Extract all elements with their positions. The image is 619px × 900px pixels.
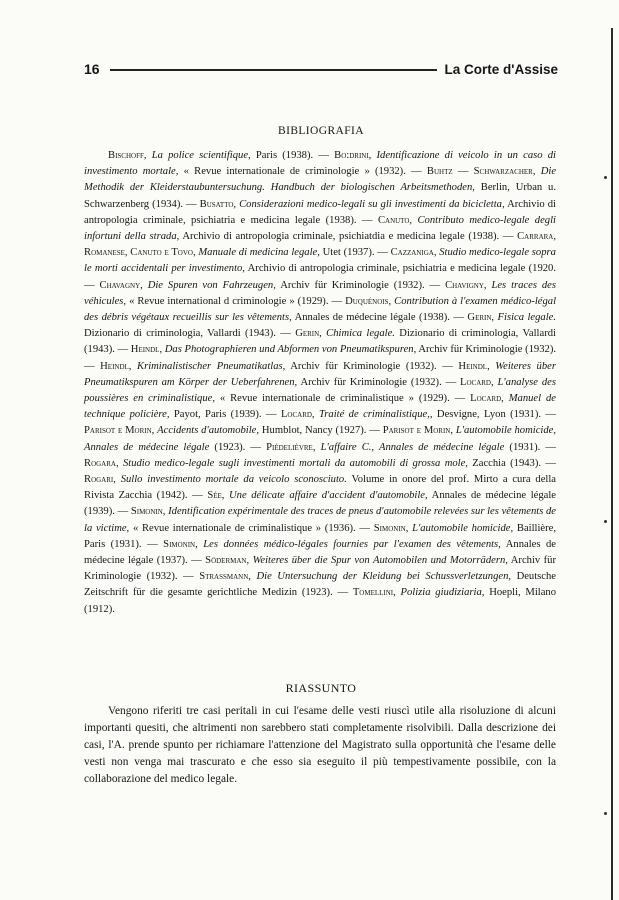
entry-title: Contribution à l'examen médico-légal des débris végétaux recueillis sur les vêtements, [84,295,557,324]
entry-details: « Revue internationale de criminologie » (1932). — [183,166,422,178]
entry-author: Rogari, [84,474,116,486]
entry-title: Les traces des véhicules, [84,279,556,307]
bibliography-entry [100,361,453,372]
entry-title: Traité de criminalistique,, [318,409,433,421]
entry-details: « Revue internationale de criminalistique » (1929). — [219,393,466,405]
summary-body: Vengono riferiti tre casi peritali in cui l'esame delle vesti riuscì utile alla risoluzione di alcuni importanti quesiti, che altrimenti non sarebbero stati completamente risolvibili. Dalla descrizione dei casi, l'A. prende spunto per richiamare l'attenzione del Magistrato sulla opportunità che l'esame delle vesti non venga mai trascurato e che esso sia eseguito il più tempestivamente possibile, con la collaborazione del medico legale. [84,705,556,785]
entry-details: Annales de médecine légale (1939). — [84,490,556,518]
entry-title: Fisica legale. [497,312,556,324]
entry-title: Weiteres über Pneumatikspuren am Körper der Ueberfahrenen, [84,360,556,388]
entry-title: L'affaire C., Annales de médecine légale [320,441,505,453]
entry-author: Simonin, [130,506,166,518]
entry-details: Utet (1937). — [322,247,388,259]
entry-author: Gerin, [467,312,495,324]
entry-author: Sée, [207,490,225,502]
entry-title: Manuale di medicina legale, [198,247,320,259]
bibliography-body [84,148,556,618]
entry-details: Berlin, Urban u. Schwarzenberg (1934). — [84,182,556,210]
entry-details: Archivio di antropologia criminale, psichiatria e medicina legale (1920. — [84,263,556,291]
entry-author: Simonin, [163,538,198,550]
entry-author: Locard, [280,409,315,421]
scan-mark [604,812,607,815]
entry-details: Dizionario di criminologia, Vallardi (1943). — [84,328,291,340]
entry-title: Manuel de technique policière, [84,393,556,421]
entry-title: Une délicate affaire d'accident d'automobile, [229,490,428,502]
entry-details: Volume in onore del prof. Mirto a cura della Rivista Zacchia (1942). — [84,474,556,502]
entry-author: Duquénois, [345,295,392,307]
entry-title: L'automobile homicide, [412,522,514,534]
page-number: 16 [84,61,100,77]
bibliography-entry [281,409,556,420]
entry-details: Baillière, Paris (1931). — [84,522,556,550]
entry-author: Bo:drini, [334,150,372,161]
entry-author: Strassmann, [199,571,251,583]
entry-title: Kriminalistischer Pneumatikatlas, [137,360,286,372]
entry-author: Gerin, [295,328,322,340]
entry-details: Archivio di antropologia criminale, psichiatria e medicina legale (1938). — [84,198,556,226]
entry-details: Annales de médecine légale (1937). — [84,538,556,567]
entry-title: La police scientifique, [151,150,251,161]
entry-details: Dizionario di criminologia, Vallardi (1943). — [84,328,556,356]
entry-author: Locard, [470,393,504,405]
entry-author: Heindl, [130,344,163,356]
entry-title: Die Methodik der Kleiderstaubuntersuchung. Handbuch der biologischen Arbeitsmethoden, [84,166,557,194]
entry-title: Identification expérimentale des traces de pneus d'automobile relevées sur les vêtements de la victime, [84,506,557,534]
entry-author: Bischoff, [108,150,147,161]
entry-author: Piédelièvre, [266,441,316,453]
entry-author: Busatto, [199,198,237,210]
summary-heading: RIASSUNTO [285,681,357,695]
entry-title: Weiteres über die Spur von Automobilen und Motorrädern, [252,555,508,567]
entry-title: Considerazioni medico-legali su gli investimenti da bicicletta, [239,198,505,210]
entry-title: Polizia giudiziaria, [400,587,485,599]
entry-author: Simonin, [373,522,409,534]
entry-author: Buhtz — Schwarzacher, [426,166,536,178]
entry-author: Söderman, [205,555,250,567]
entry-details: Deutsche Zeitschrift für die gesamte gerichtliche Medizin (1923). — [84,571,556,599]
entry-author: Carrara, Romanese, Canuto e Tovo, [84,231,556,259]
entry-details: (1923). — [214,441,262,453]
entry-author: Tomellini, [352,587,396,599]
entry-author: Cazzaniga, [390,247,437,259]
entry-details: Archiv für Kriminologie (1932). — [84,555,556,583]
entry-details: (1931). — [509,441,557,453]
scan-mark [604,176,607,179]
entry-details: Humblot, Nancy (1927). — [261,425,380,437]
entry-author: Rogara, [84,457,119,469]
bibliography-entry [266,442,556,453]
entry-details: Archivio di antropologia criminale, psichiatdia e medicina legale (1938). — [182,231,514,243]
entry-details: Zacchia (1943). — [472,457,556,469]
entry-title: Studio medico-legale sugli investimenti mortali da automobili di grossa mole, [122,457,468,469]
entry-author: Chavigny, [445,279,487,291]
entry-author: Heindl, [458,360,490,372]
entry-title: Chimica legale. [326,328,395,340]
entry-details: Archiv für Kriminologie (1932). — [280,279,441,291]
header-rule [110,69,437,71]
entry-details: Annales de médecine légale (1938). — [294,312,464,324]
page-edge-bar [611,28,613,900]
entry-details: Archiv für Kriminologie (1932). — [84,344,557,372]
entry-author: Canuto, [377,214,413,226]
entry-title: Accidents d'automobile, [157,425,260,437]
bibliography-entry [108,150,329,161]
entry-title: Contributo medico-legale degli infortuni della strada, [84,214,556,243]
bibliography-entry [100,280,441,291]
entry-title: L'automobile homicide, Annales de médecine légale [84,425,556,453]
entry-author: Chavagny, [99,279,143,291]
entry-title: Studio medico-legale sopra le morti accidentali per investimento, [84,247,556,275]
entry-details: Paris (1938). — [255,150,329,161]
running-title: La Corte d'Assise [444,61,558,77]
entry-title: Die Untersuchung der Kleidung bei Schussverletzungen, [256,571,512,583]
entry-title: L'analyse des poussières en criminalistique, [84,376,556,405]
entry-details: « Revue international d criminologie » (1929). — [129,295,343,307]
entry-details: « Revue internationale de criminalistique » (1936). — [132,522,371,534]
entry-details: Archiv für Kriminologie (1932). — [300,376,457,388]
bibliography-heading: BIBLIOGRAFIA [278,125,364,137]
entry-details: Hoepli, Milano (1912). [84,587,557,615]
entry-title: Identificazione di veicolo in un caso di investimento mortale, [84,150,556,178]
running-header [84,61,558,77]
bibliography-entry [84,425,380,436]
entry-author: Parisot e Morin, [84,425,155,437]
entry-author: Heindl, [100,360,132,372]
bibliography-entry [84,458,556,469]
entry-details: Payot, Paris (1939). — [173,409,277,421]
entry-author: Parisot e Morin, [382,425,453,437]
entry-title: Die Spuren von Fahrzeugen, [147,279,276,291]
entry-title: Sullo investimento mortale da veicolo sconosciuto. [120,474,347,486]
entry-author: Locard, [460,376,494,388]
scan-mark [604,520,607,523]
entry-details: Archiv für Kriminologie (1932). — [290,360,453,372]
entry-title: Das Photographieren und Abformen von Pneumatikspuren, [164,344,417,356]
entry-details: Desvigne, Lyon (1931). — [436,409,557,421]
entry-title: Les données médico-légales fournies par l'examen des vêtements, [203,538,501,550]
